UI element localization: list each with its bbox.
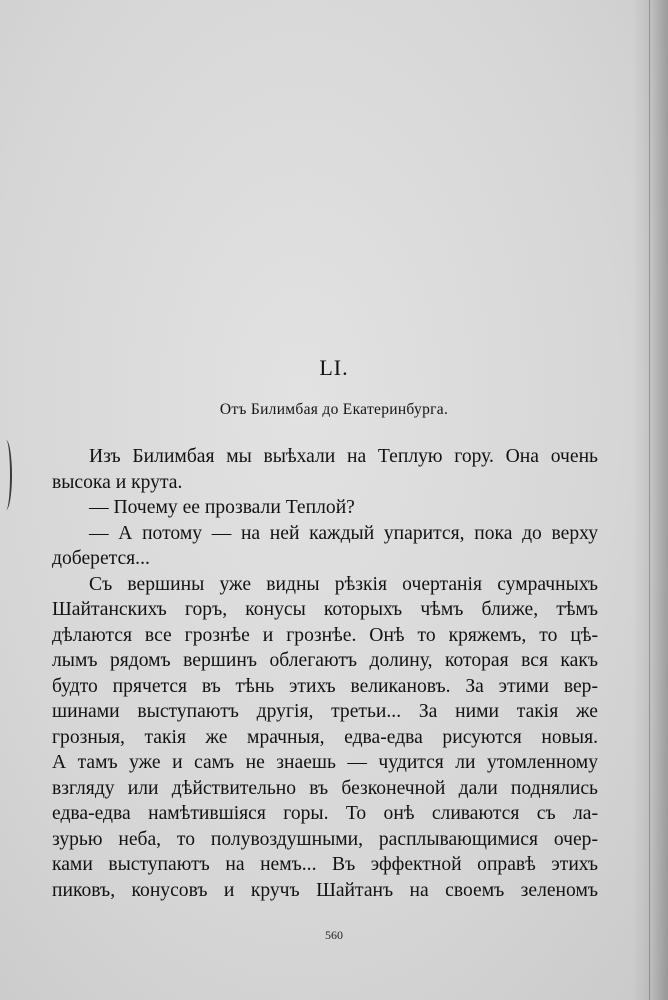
text-line: пиковъ, конусовъ и кручъ Шайтанъ на своемъ зеленомъ	[52, 879, 598, 901]
text-line: Изъ Билимбая мы выѣхали на Теплую гору. Она очень	[89, 446, 598, 467]
body-text	[52, 444, 598, 903]
text-line: высока и крута.	[52, 471, 183, 493]
text-line: — Почему ее прозвали Теплой?	[89, 497, 355, 518]
page-edge-shadow	[632, 0, 668, 1000]
page-edge-line	[649, 0, 650, 1000]
text-line: шинами выступаютъ другія, третьи... За ними такія же	[52, 701, 598, 722]
text-line: лымъ рядомъ вершинъ облегаютъ долину, которая вся какъ	[52, 650, 598, 671]
chapter-number: LI.	[319, 355, 349, 380]
text-line: А тамъ уже и самъ не знаешь — чудится ли утомленному	[52, 752, 598, 773]
text-line: — А потому — на ней каждый упарится, пока до верху	[89, 522, 598, 544]
text-line: зурью неба, то полувоздушными, расплывающимися очер-	[52, 828, 598, 850]
text-line: едва-едва намѣтившіяся горы. То онѣ сливаются съ ла-	[52, 803, 598, 824]
text-line: ками выступаютъ на немъ... Въ эффектной оправѣ этихъ	[52, 854, 598, 875]
text-line: будто прячется въ тѣнь этихъ великановъ. За этими вер-	[52, 675, 598, 697]
text-line: доберется...	[52, 548, 150, 569]
text-line: Шайтанскихъ горъ, конусы которыхъ чѣмъ ближе, тѣмъ	[52, 599, 598, 620]
page-number: 560	[325, 928, 343, 942]
chapter-subtitle: Отъ Билимбая до Екатеринбурга.	[219, 401, 449, 418]
text-line: дѣлаются все грознѣе и грознѣе. Онѣ то кряжемъ, то цѣ-	[52, 624, 598, 646]
text-line: грозныя, такія же мрачныя, едва-едва рисуются новыя.	[52, 726, 598, 748]
text-line: Съ вершины уже видны рѣзкія очертанія сумрачныхъ	[89, 573, 598, 595]
binding-mark	[0, 440, 12, 510]
text-line: взгляду или дѣйствительно въ безконечной дали поднялись	[52, 777, 598, 799]
